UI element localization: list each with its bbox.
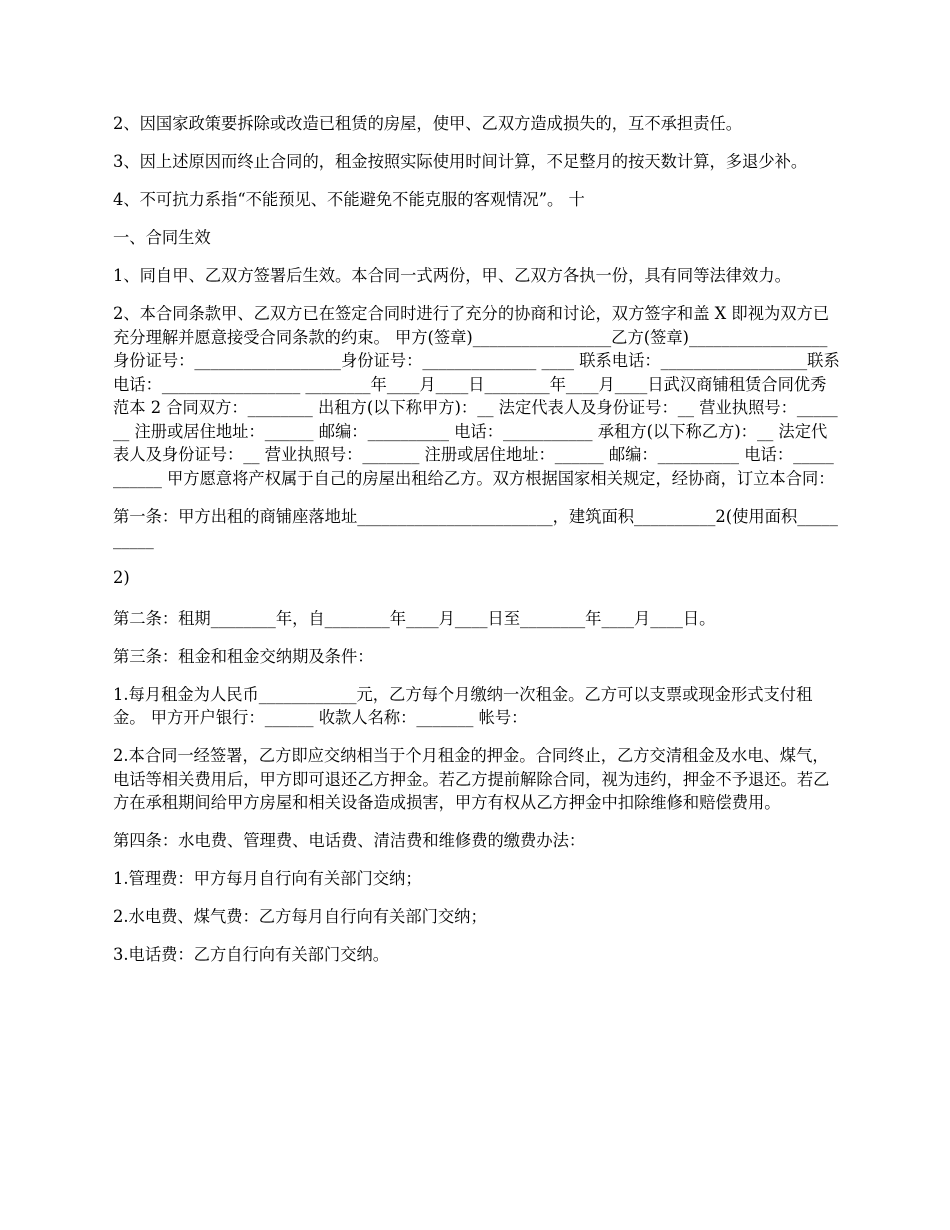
clause-paragraph: 4、不可抗力系指“不能预见、不能避免不能克服的客观情况”。 十: [113, 190, 585, 209]
article-4-heading: 第四条：水电费、管理费、电话费、清洁费和维修费的缴费办法：: [113, 831, 586, 850]
fee-item: 3.电话费：乙方自行向有关部门交纳。: [113, 945, 390, 964]
fee-item: 1.管理费：甲方每月自行向有关部门交纳；: [113, 869, 422, 888]
deposit-clause-paragraph: 2.本合同一经签署，乙方即应交纳相当于个月租金的押金。合同终止，乙方交清租金及水电、煤气，电话等相关费用后，甲方即可退还乙方押金。若乙方提前解除合同，视为违约，押金不予退还。若乙方在承租期间给甲方房屋和相关设备造成损害，甲方有权从乙方押金中扣除维修和赔偿费用。: [113, 746, 830, 812]
clause-paragraph: 2、因国家政策要拆除或改造已租赁的房屋，使甲、乙双方造成损失的，互不承担责任。: [113, 114, 743, 133]
fee-item: 2.水电费、煤气费：乙方每月自行向有关部门交纳；: [113, 907, 487, 926]
article-1-paragraph: 第一条：甲方出租的商铺座落地址________________________，建筑面积__________2(使用面积__________: [113, 506, 838, 549]
clause-paragraph: 3、因上述原因而终止合同的，租金按照实际使用时间计算，不足整月的按天数计算，多退少补。: [113, 152, 808, 171]
document-body: [113, 112, 840, 981]
clause-paragraph: 1、同自甲、乙双方签署后生效。本合同一式两份，甲、乙双方各执一份，具有同等法律效力。: [113, 266, 791, 285]
section-heading: 一、合同生效: [113, 228, 211, 247]
article-3-heading: 第三条：租金和租金交纳期及条件：: [113, 646, 374, 666]
article-2-paragraph: 第二条：租期________年，自________年____月____日至________年____月____日。: [113, 608, 716, 628]
signature-and-parties-paragraph: 2、本合同条款甲、乙双方已在签定合同时进行了充分的协商和讨论，双方签字和盖 X 即视为双方已充分理解并愿意接受合同条款的约束。 甲方(签章)_________________乙方(签章)_________________ 身份证号：__________________身份证号：______________ ____ 联系电话：__________________联系电话：_________________ ________年____月____日________年____月____日武汉商铺租赁合同优秀范本 2 合同双方：________ 出租方(以下称甲方)：__ 法定代表人及身份证号：__ 营业执照号：_______ 注册或居住地址：______ 邮编：__________ 电话：___________ 承租方(以下称乙方)：__ 法定代表人及身份证号：__ 营业执照号：_______ 注册或居住地址：______ 邮编：__________ 电话：___________ 甲方愿意将产权属于自己的房屋出租给乙方。双方根据国家相关规定，经协商，订立本合同：: [113, 304, 840, 488]
area-unit-fragment: 2): [113, 568, 130, 587]
rent-clause-paragraph: 1.每月租金为人民币____________元，乙方每个月缴纳一次租金。乙方可以支票或现金形式支付租金。 甲方开户银行：______ 收款人名称：_______ 帐号：: [113, 684, 813, 727]
